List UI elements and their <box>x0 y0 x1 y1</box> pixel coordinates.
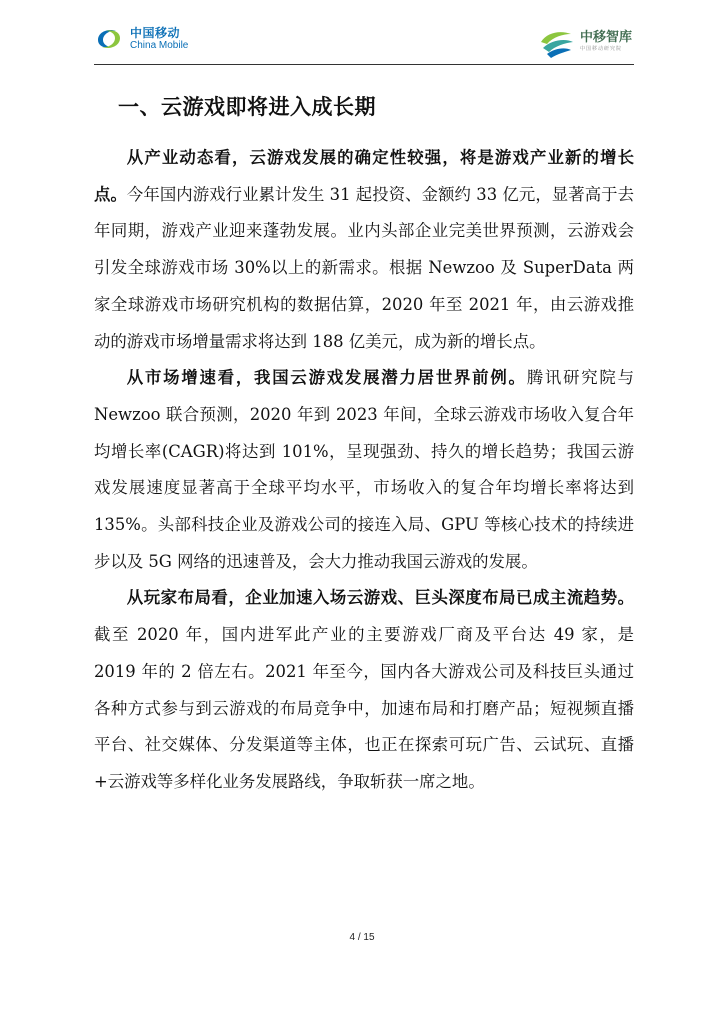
think-tank-emblem-icon <box>537 22 577 60</box>
think-tank-cn-name: 中移智库 <box>580 29 633 45</box>
section-heading: 一、云游戏即将进入成长期 <box>118 95 376 119</box>
paragraph-body: 腾讯研究院与 Newzoo 联合预测，2020 年到 2023 年间，全球云游戏市场收入复合年均增长率(CAGR)将达到 101%，呈现强劲、持久的增长趋势；我国云游戏发展速度显著高于全球平均水平，市场收入的复合年均增长率将达到 135%。头部科技企业及游戏公司的接连入局、GPU 等核心技术的持续进步以及 5G 网络的迅速普及，会大力推动我国云游戏的发展。 <box>94 368 635 571</box>
paragraph-industry-dynamics <box>94 140 634 360</box>
header-divider <box>94 64 634 65</box>
paragraph-body: 今年国内游戏行业累计发生 31 起投资、金额约 33 亿元，显著高于去年同期，游戏产业迎来蓬勃发展。业内头部企业完美世界预测，云游戏会引发全球游戏市场 30%以上的新需求。根据 Newzoo 及 SuperData 两家全球游戏市场研究机构的数据估算，2020 年至 2021 年，由云游戏推动的游戏市场增量需求将达到 188 亿美元，成为新的增长点。 <box>94 184 634 351</box>
paragraph-market-growth <box>94 360 634 580</box>
paragraph-player-layout <box>94 580 634 800</box>
paragraph-lead: 从产业动态看，云游戏发展的确定性较强，将是游戏产业新的增长点。 <box>94 148 634 204</box>
china-mobile-cn-name: 中国移动 <box>130 26 181 40</box>
zhongyi-think-tank-logo <box>537 22 632 60</box>
paragraph-lead: 从玩家布局看，企业加速入场云游戏、巨头深度布局已成主流趋势。 <box>126 588 634 608</box>
china-mobile-emblem-icon <box>94 26 124 52</box>
think-tank-subtitle: 中国移动研究院 <box>580 45 623 52</box>
page-number: 4 / 15 <box>349 932 375 943</box>
paragraph-lead: 从市场增速看，我国云游戏发展潜力居世界前例。 <box>126 368 527 388</box>
page-header <box>0 0 724 68</box>
document-body <box>94 84 634 801</box>
china-mobile-en-name: China Mobile <box>130 40 189 51</box>
china-mobile-logo <box>94 26 188 52</box>
paragraph-body: 截至 2020 年，国内进军此产业的主要游戏厂商及平台达 49 家，是 2019 年的 2 倍左右。2021 年至今，国内各大游戏公司及科技巨头通过各种方式参与到云游戏的布局竞争中，加速布局和打磨产品；短视频直播平台、社交媒体、分发渠道等主体，也正在探索可玩广告、云试玩、直播+云游戏等多样化业务发展路线，争取斩获一席之地。 <box>94 625 634 791</box>
